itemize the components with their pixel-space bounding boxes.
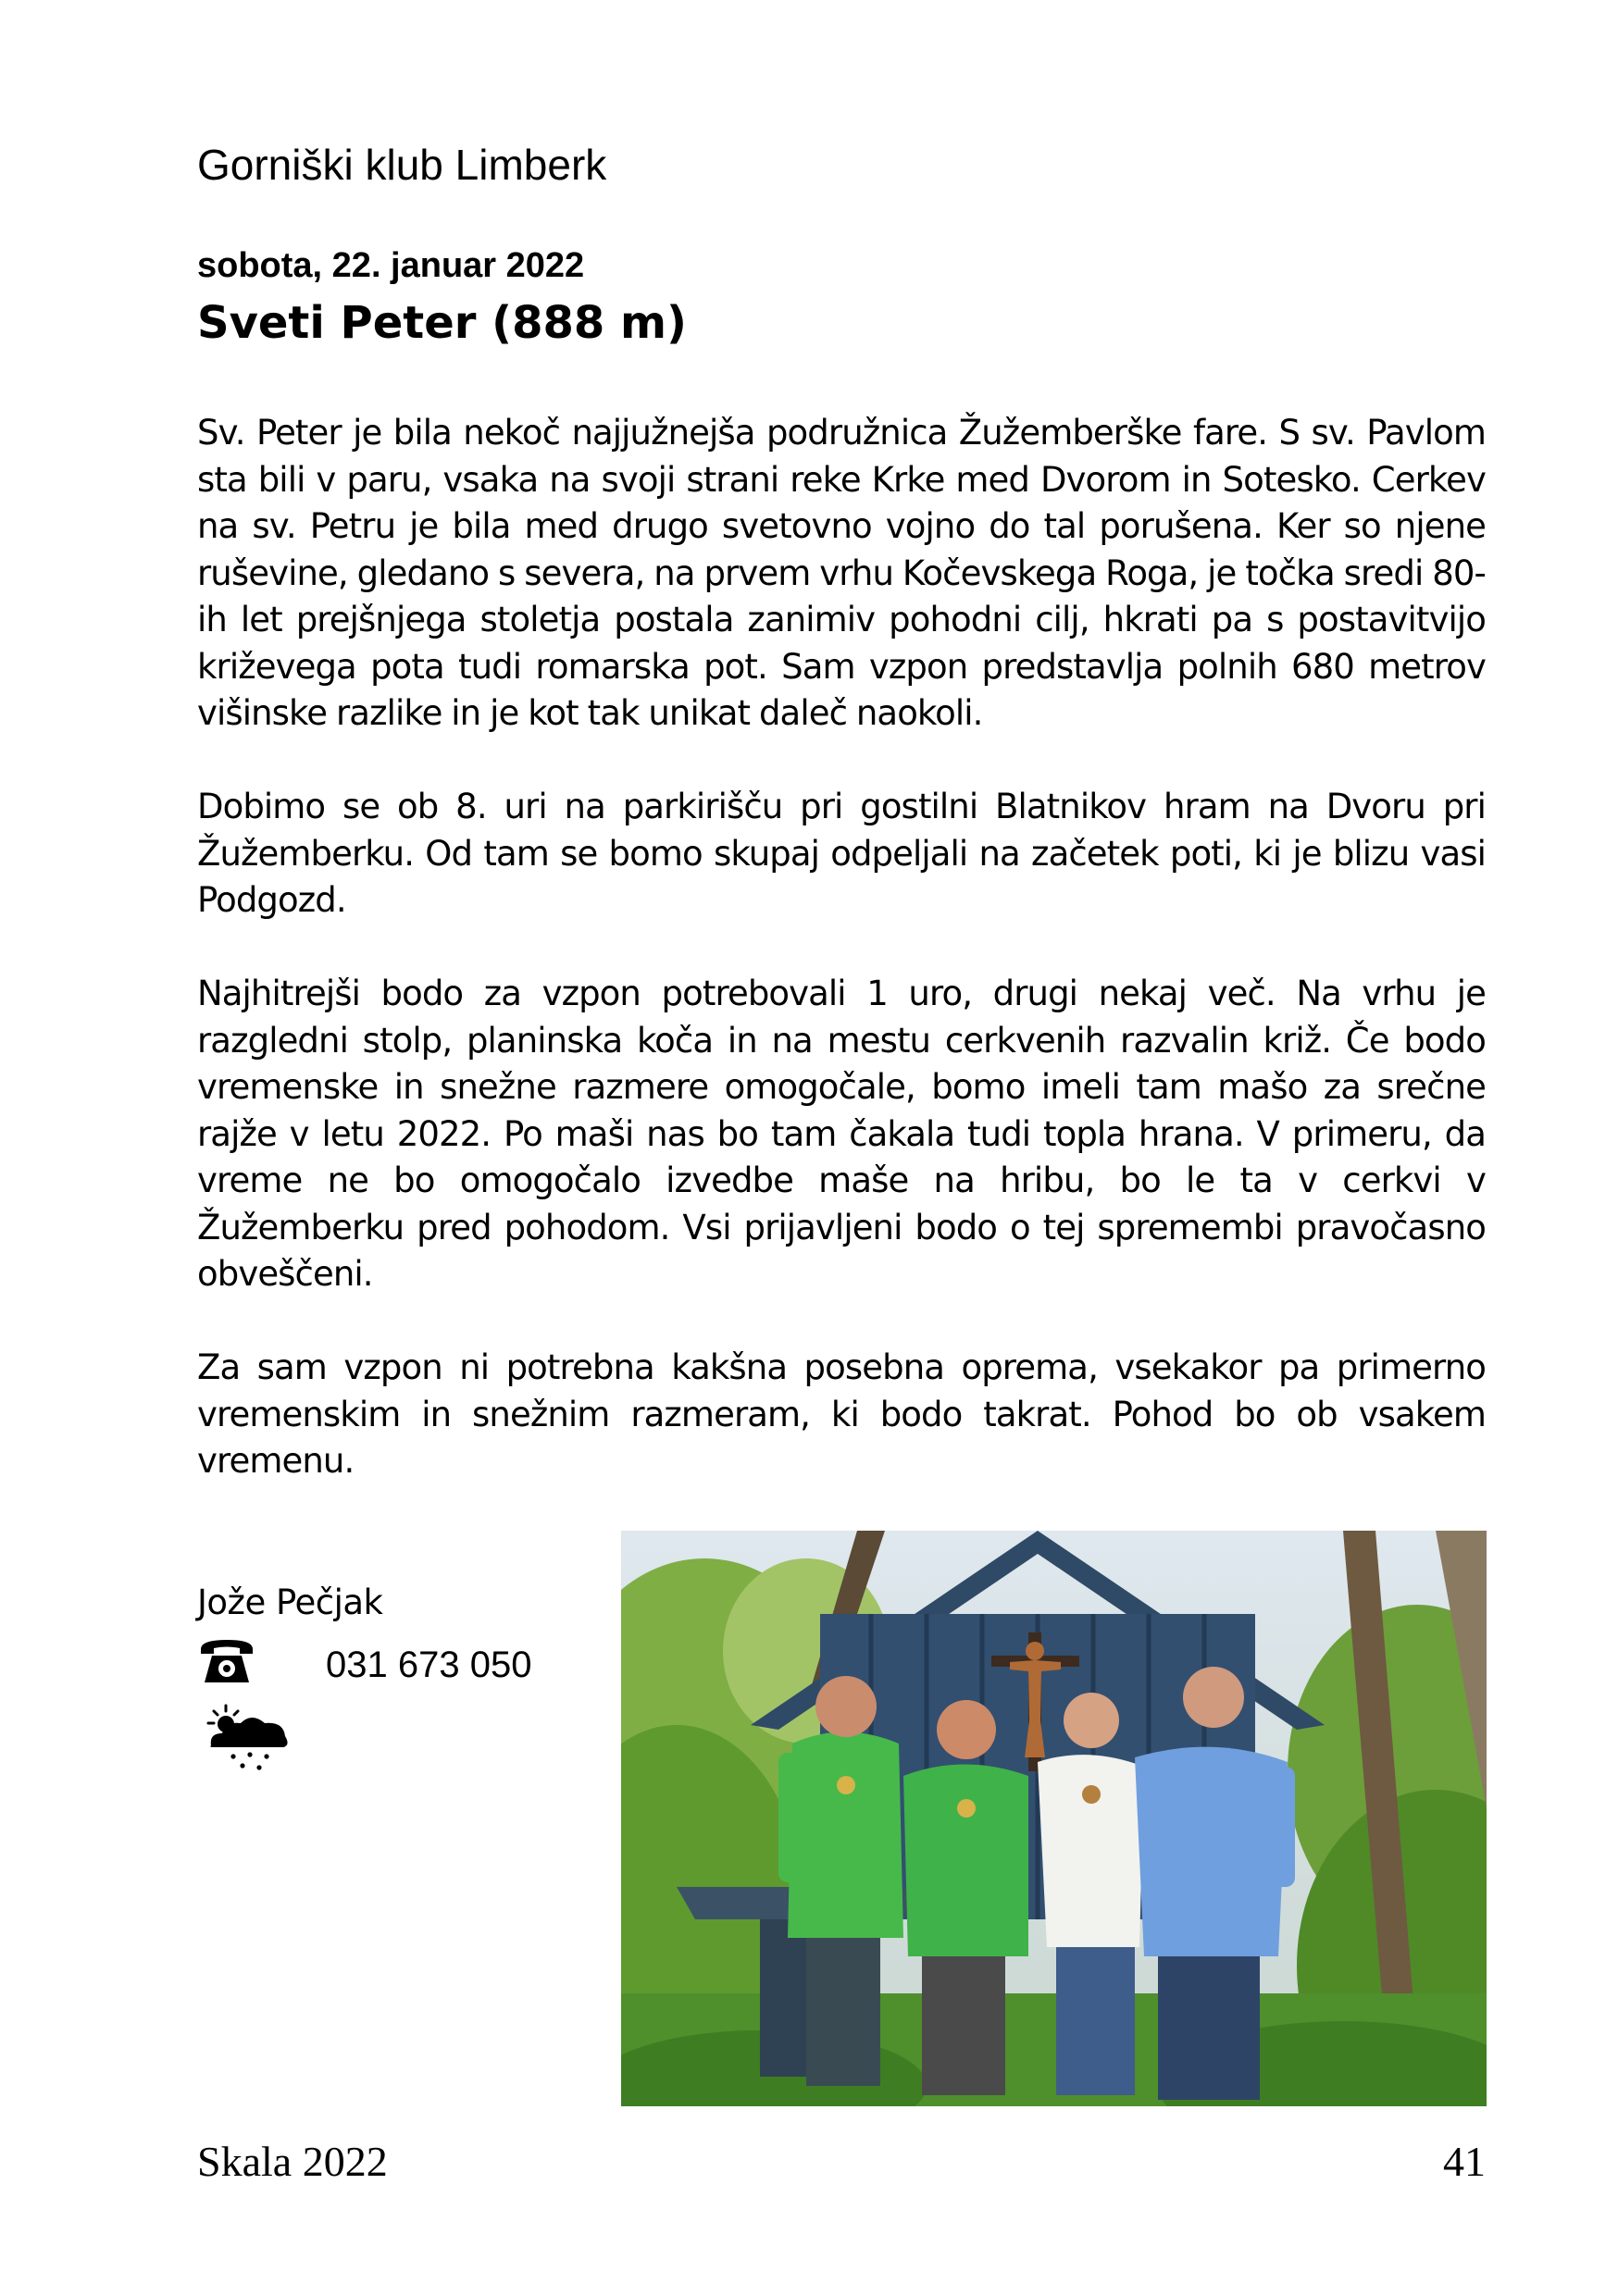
- cloud-rain-icon: [205, 1703, 292, 1773]
- phone-number: 031 673 050: [326, 1644, 532, 1685]
- paragraph: Dobimo se ob 8. uri na parkirišču pri gostilni Blatnikov hram na Dvoru pri Žužemberku. Od tam se bomo skupaj odpeljali na začetek poti, ki je blizu vasi Podgozd.: [197, 787, 1486, 920]
- telephone-icon: [197, 1636, 256, 1686]
- paragraph: Za sam vzpon ni potrebna kakšna posebna oprema, vsekakor pa primerno vremenskim in snežnim razmeram, ki bodo takrat. Pohod bo ob vsakem vremenu.: [197, 1347, 1486, 1481]
- paragraph: Najhitrejši bodo za vzpon potrebovali 1 uro, drugi nekaj več. Na vrhu je razgledni stolp, planinska koča in na mestu cerkvenih razvalin križ. Če bodo vremenske in snežne razmere omogočale, bomo imeli tam mašo za srečne rajže v letu 2022. Po maši nas bo tam čakala tudi topla hrana. V primeru, da vreme ne bo omogočalo izvedbe maše na hribu, bo le ta v cerkvi v Žužemberku pred pohodom. Vsi prijavljeni bodo o tej spremembi pravočasno obveščeni.: [197, 974, 1486, 1294]
- event-date: sobota, 22. januar 2022: [197, 246, 585, 285]
- paragraph: Sv. Peter je bila nekoč najjužnejša podružnica Žužemberške fare. S sv. Pavlom sta bili v paru, vsaka na svoji strani reke Krke med Dvorom in Sotesko. Cerkev na sv. Petru je bila med drugo svetovno vojno do tal porušena. Ker so njene ruševine, gledano s severa, na prvem vrhu Kočevskega Roga, je točka sredi 80-ih let prejšnjega stoletja postala zanimiv pohodni cilj, hkrati pa s postavitvijo križevega pota tudi romarska pot. Sam vzpon predstavlja polnih 680 metrov višinske razlike in je kot tak unikat daleč naokoli.: [197, 413, 1486, 733]
- event-title: Sveti Peter (888 m): [197, 297, 687, 349]
- group-photo: [621, 1531, 1487, 2106]
- footer-publication: Skala 2022: [197, 2138, 388, 2185]
- club-name: Gorniški klub Limberk: [197, 141, 607, 189]
- article-body: [197, 410, 1486, 1532]
- page-number: 41: [1443, 2138, 1486, 2185]
- contact-name: Jože Pečjak: [197, 1582, 383, 1622]
